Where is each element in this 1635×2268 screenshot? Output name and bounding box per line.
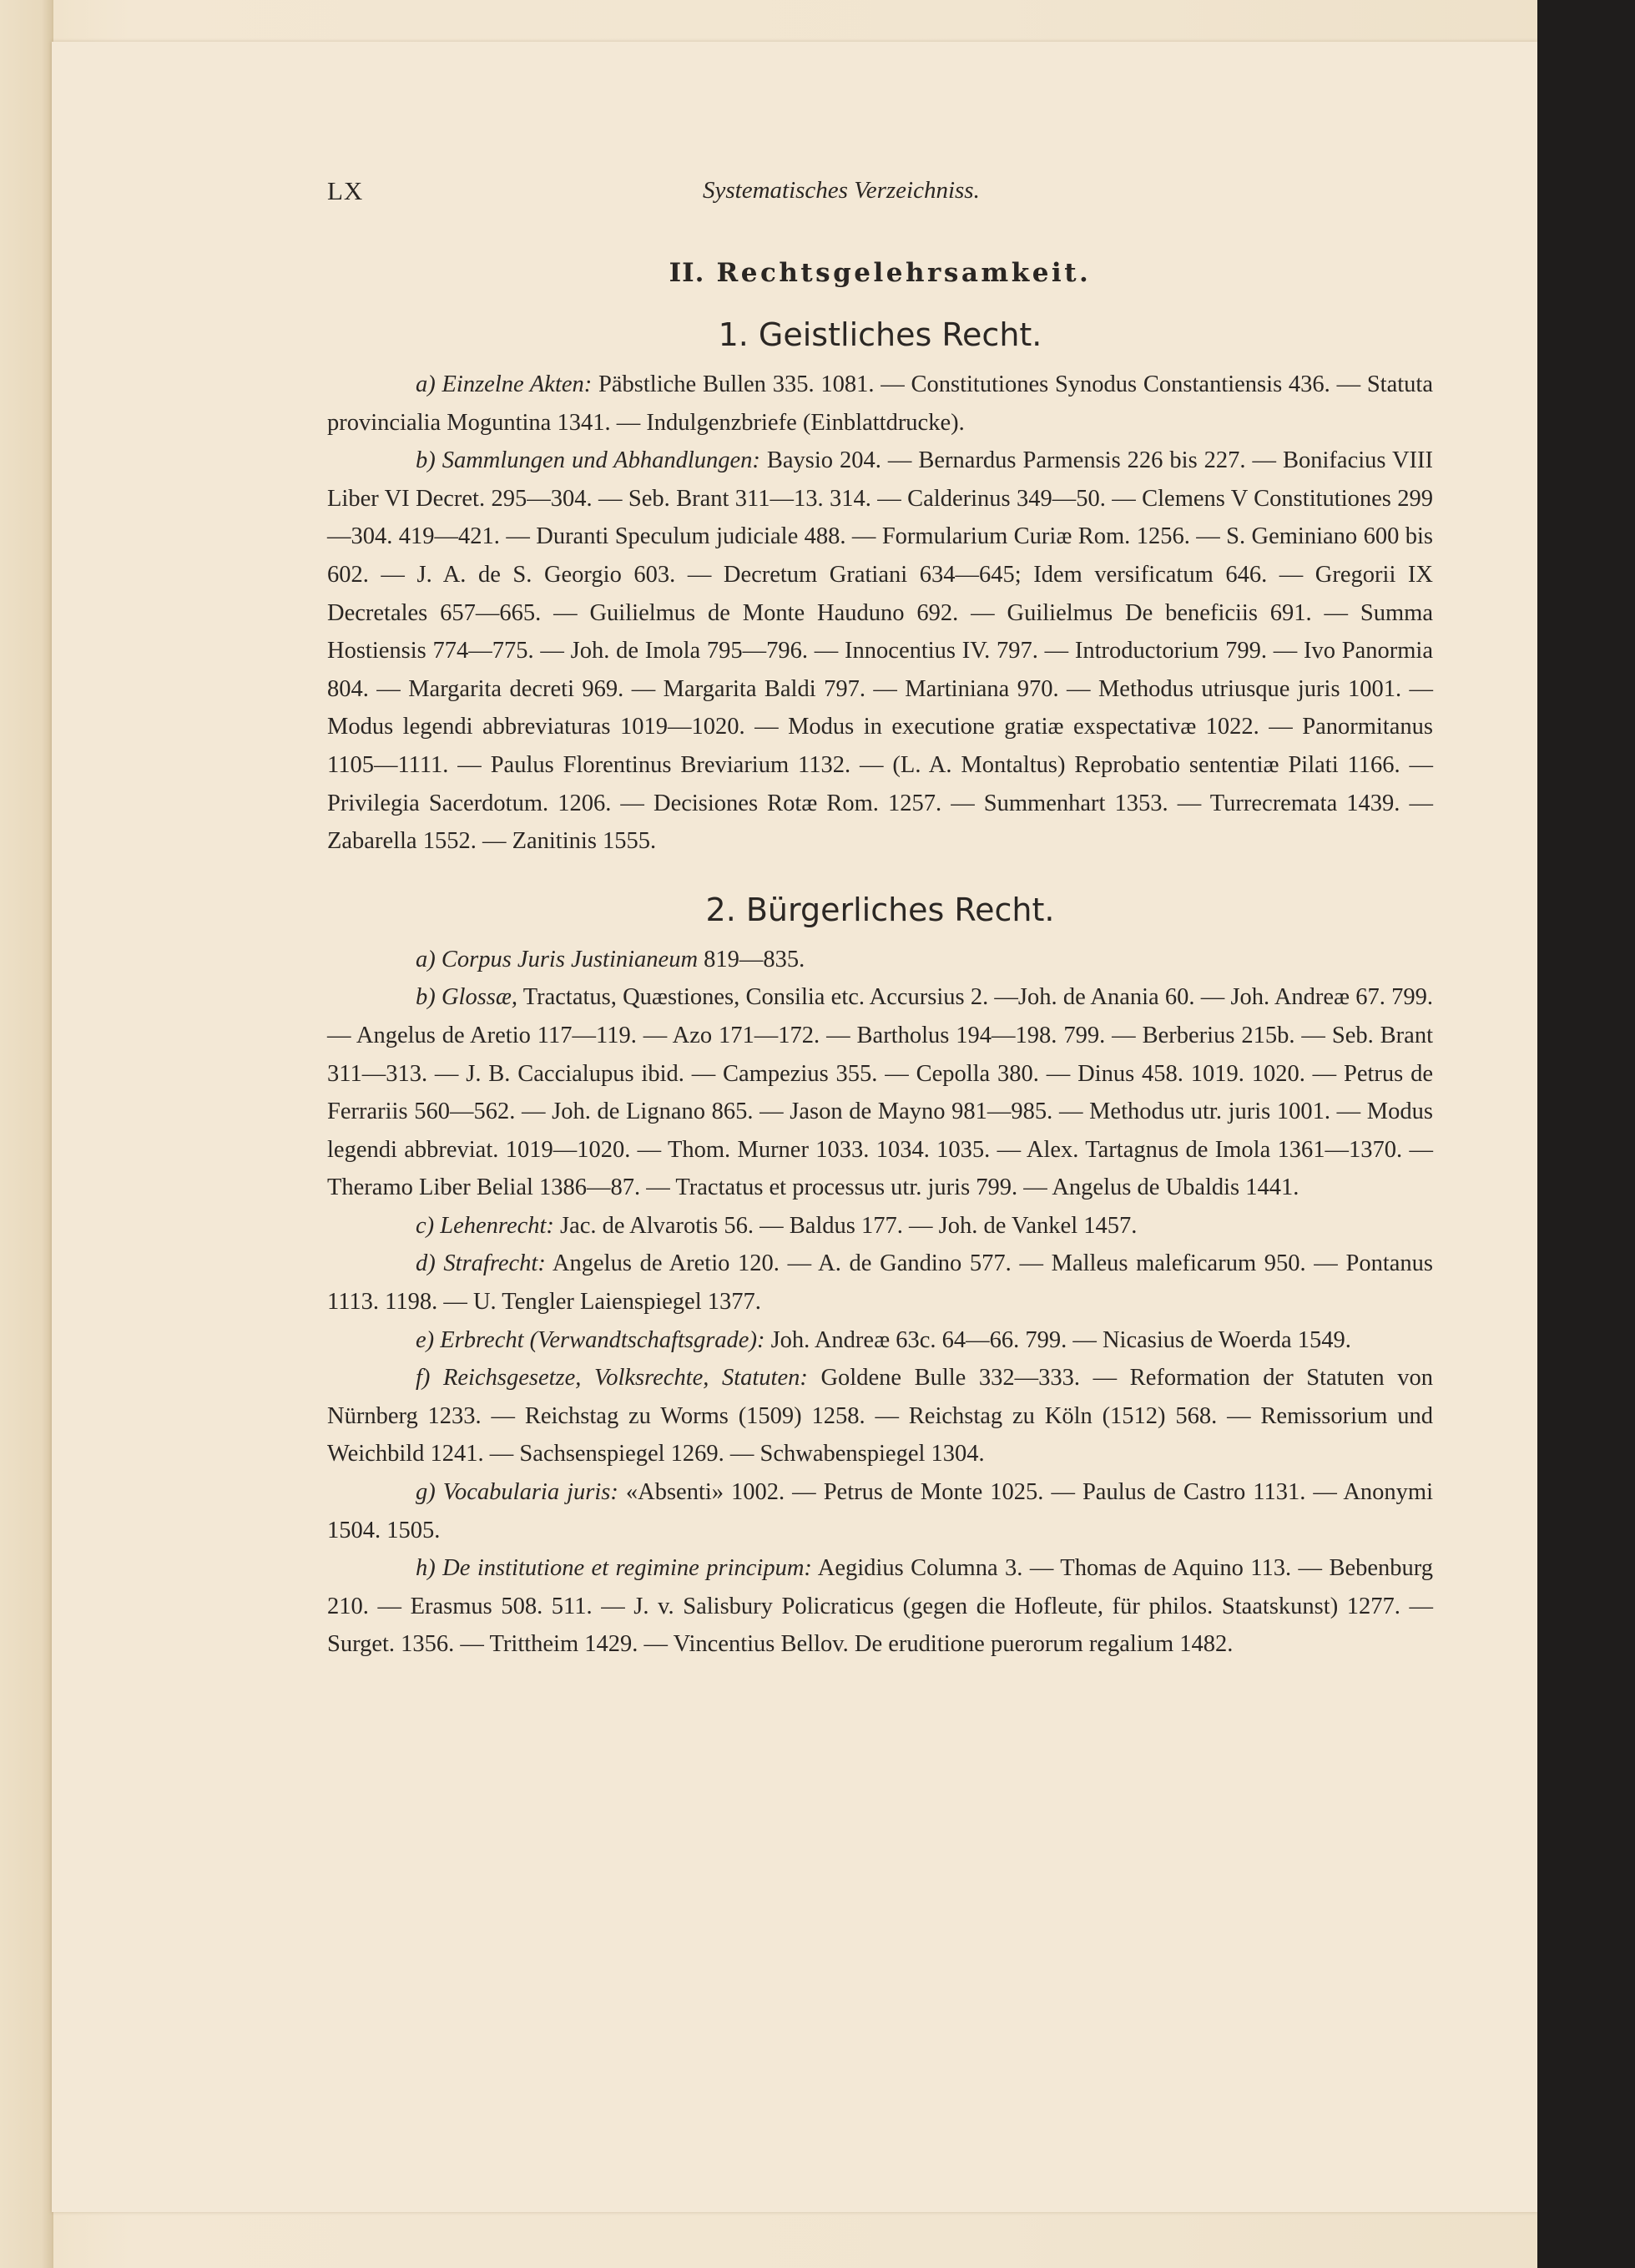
entry-paragraph [327, 1549, 1433, 1664]
entry-paragraph [327, 1473, 1433, 1549]
part-title: 1. Geistliches Recht. [718, 316, 1042, 353]
entry-text: Jac. de Alvarotis 56. — Baldus 177. — Joh. de Vankel 1457. [560, 1212, 1138, 1239]
section-title [327, 252, 1433, 294]
entry-label: a) Corpus Juris Justinianeum [416, 946, 699, 972]
entry-text: Baysio 204. — Bernardus Parmensis 226 bis 227. — Bonifacius VIII Liber VI Decret. 295—304. — Seb. Brant 311—13. 314. — Calderinus 349—50. — Clemens V Constitutiones 299—304. 419—421. — Duranti Speculum judiciale 488. — Formularium Curiæ Rom. 1256. — S. Geminiano 600 bis 602. — J. A. de S. Georgio 603. — Decretum Gratiani 634—645; Idem versificatum 646. — Gregorii IX Decretales 657—665. — Guilielmus de Monte Hauduno 692. — Guilielmus De beneficiis 691. — Summa Hostiensis 774—775. — Joh. de Imola 795—796. — Innocentius IV. 797. — Introductorium 799. — Ivo Panormia 804. — Margarita decreti 969. — Margarita Baldi 797. — Martiniana 970. — Methodus utriusque juris 1001. — Modus legendi abbreviaturas 1019—1020. — Modus in executione gratiæ exspectativæ 1022. — Panormitanus 1105—1111. — Paulus Florentinus Breviarium 1132. — (L. A. Montaltus) Reprobatio sententiæ Pilati 1166. — Privilegia Sacerdotum. 1206. — Decisiones Rotæ Rom. 1257. — Summenhart 1353. — Turrecremata 1439. — Zabarella 1552. — Zanitinis 1555. [327, 447, 1434, 855]
entry-paragraph [327, 978, 1433, 1207]
entry-text: 819—835. [704, 946, 805, 972]
running-head [327, 167, 1433, 209]
entry-text: Tractatus, Quæstiones, Consilia etc. Accursius 2. —Joh. de Anania 60. — Joh. Andreæ 67. 799. — Angelus de Aretio 117—119. — Azo 171—172. — Bartholus 194—198. 799. — Berberius 215b. — Seb. Brant 311—313. — J. B. Caccialupus ibid. — Campezius 355. — Cepolla 380. — Dinus 458. 1019. 1020. — Petrus de Ferrariis 560—562. — Joh. de Lignano 865. — Jason de Mayno 981—985. — Methodus utr. juris 1001. — Modus legendi abbreviat. 1019—1020. — Thom. Murner 1033. 1034. 1035. — Alex. Tartagnus de Imola 1361—1370. — Theramo Liber Belial 1386—87. — Tractatus et processus utr. juris 799. — Angelus de Ubaldis 1441. [327, 984, 1433, 1201]
page-number: LX [327, 176, 364, 205]
entry-paragraph [327, 1359, 1433, 1473]
entry-paragraph [327, 941, 1433, 979]
entry-label: b) Sammlungen und Abhandlungen: [416, 447, 760, 474]
entry-paragraph [327, 1245, 1433, 1321]
entry-label: b) Glossæ, [416, 984, 518, 1011]
entry-text: Päbstliche Bullen 335. 1081. — Constitutiones Synodus Constantiensis 436. — Statuta provincialia Moguntina 1341. — Indulgenzbriefe (Einblattdrucke). [327, 371, 1433, 436]
entry-text: Aegidius Columna 3. — Thomas de Aquino 113. — Bebenburg 210. — Erasmus 508. 511. — J. v. Salisbury Policraticus (gegen die Hofleute, für philos. Staatskunst) 1277. — Surget. 1356. — Trittheim 1429. — Vincentius Bellov. De eruditione puerorum regalium 1482. [327, 1555, 1433, 1658]
entry-paragraph [327, 1321, 1433, 1360]
running-title: Systematisches Verzeichniss. [703, 177, 980, 204]
page-stack-edge [0, 0, 53, 2268]
part-title: 2. Bürgerliches Recht. [705, 891, 1055, 928]
page-content [327, 167, 1433, 1664]
scanner-border [1537, 0, 1635, 2268]
entry-label: f) Reichsgesetze, Volksrechte, Statuten: [416, 1365, 808, 1392]
section-heading: Rechtsgelehrsamkeit. [716, 258, 1092, 288]
entry-text: Joh. Andreæ 63c. 64—66. 799. — Nicasius de Woerda 1549. [770, 1326, 1351, 1353]
entry-label: d) Strafrecht: [416, 1250, 546, 1277]
entry-label: g) Vocabularia juris: [416, 1479, 618, 1506]
entry-text: Goldene Bulle 332—333. — Reformation der Statuten von Nürnberg 1233. — Reichstag zu Worms (1509) 1258. — Reichstag zu Köln (1512) 568. — Remissorium und Weichbild 1241. — Sachsenspiegel 1269. — Schwabenspiegel 1304. [327, 1365, 1433, 1467]
section-number: II. [669, 258, 705, 288]
entry-label: c) Lehenrecht: [416, 1212, 554, 1239]
entry-paragraph [327, 442, 1433, 861]
entry-paragraph [327, 366, 1433, 442]
entry-label: h) De institutione et regimine principum: [416, 1555, 812, 1582]
entry-text: «Absenti» 1002. — Petrus de Monte 1025. — Paulus de Castro 1131. — Anonymi 1504. 1505. [327, 1479, 1434, 1543]
entry-label: a) Einzelne Akten: [416, 371, 593, 397]
entry-paragraph [327, 1207, 1433, 1245]
entry-label: e) Erbrecht (Verwandtschaftsgrade): [416, 1326, 765, 1353]
entry-text: Angelus de Aretio 120. — A. de Gandino 577. — Malleus maleficarum 950. — Pontanus 1113. 1198. — U. Tengler Laienspiegel 1377. [327, 1250, 1433, 1316]
